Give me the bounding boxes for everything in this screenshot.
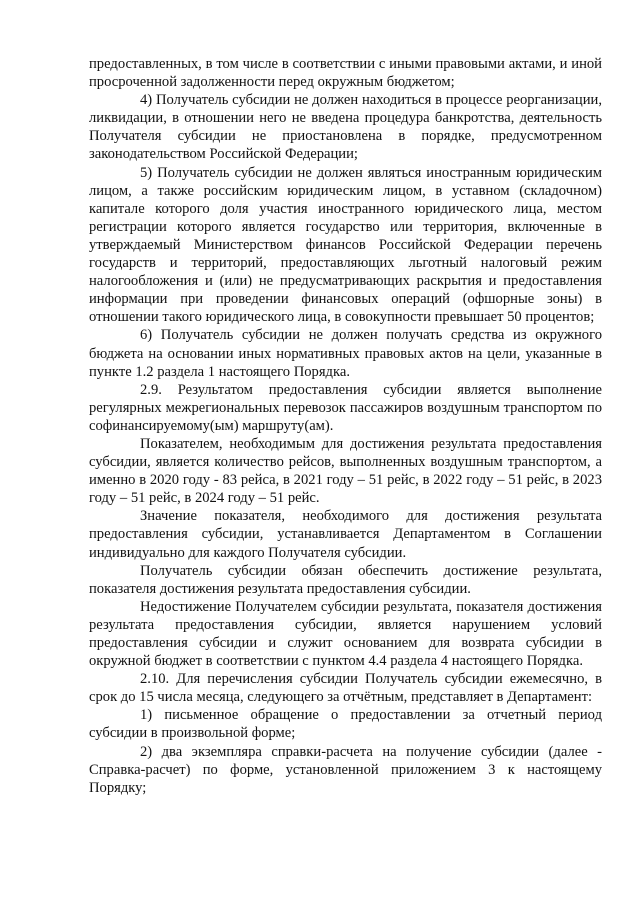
paragraph-continuation: предоставленных, в том числе в соответствии с иными правовыми актами, и иной просроченной задолженности перед окружным бюджетом; [89, 56, 602, 91]
paragraph-2-10: 2.10. Для перечисления субсидии Получатель субсидии ежемесячно, в срок до 15 числа месяца, следующего за отчётным, представляет в Департамент: [89, 671, 602, 706]
paragraph-item-6: 6) Получатель субсидии не должен получать средства из окружного бюджета на основании иных нормативных правовых актов на цели, указанные в пункте 1.2 раздела 1 настоящего Порядка. [89, 327, 602, 380]
paragraph-list-item-2: 2) два экземпляра справки-расчета на получение субсидии (далее - Справка-расчет) по форме, установленной приложением 3 к настоящему Порядку; [89, 743, 602, 796]
document-page [89, 55, 602, 797]
paragraph-indicator-value: Значение показателя, необходимого для достижения результата предоставления субсидии, устанавливается Департаментом в Соглашении индивидуально для каждого Получателя субсидии. [89, 508, 602, 561]
paragraph-2-9: 2.9. Результатом предоставления субсидии является выполнение регулярных межрегиональных перевозок пассажиров воздушным транспортом по софинансируемому(ым) маршруту(ам). [89, 381, 602, 434]
paragraph-item-5: 5) Получатель субсидии не должен являться иностранным юридическим лицом, а также российским юридическим лицом, в уставном (складочном) капитале которого доля участия иностранного юридического лица, местом регистрации которого является государство или территория, включенные в утверждаемый Министерством финансов Российской Федерации перечень государств и территорий, предоставляющих льготный налоговый режим налогообложения и (или) не предусматривающих раскрытия и предоставления информации при проведении финансовых операций (офшорные зоны) в отношении такого юридического лица, в совокупности превышает 50 процентов; [89, 164, 602, 326]
paragraph-item-4: 4) Получатель субсидии не должен находиться в процессе реорганизации, ликвидации, в отношении него не введена процедура банкротства, деятельность Получателя субсидии не приостановлена в порядке, предусмотренном законодательством Российской Федерации; [89, 92, 602, 163]
paragraph-list-item-1: 1) письменное обращение о предоставлении за отчетный период субсидии в произвольной форме; [89, 707, 602, 742]
paragraph-non-achievement: Недостижение Получателем субсидии результата, показателя достижения результата предоставления субсидии, является нарушением условий предоставления субсидии и служит основанием для возврата субсидии в окружной бюджет в соответствии с пунктом 4.4 раздела 4 настоящего Порядка. [89, 598, 602, 670]
paragraph-obligation: Получатель субсидии обязан обеспечить достижение результата, показателя достижения результата предоставления субсидии. [89, 562, 602, 597]
paragraph-indicator: Показателем, необходимым для достижения результата предоставления субсидии, является количество рейсов, выполненных воздушным транспортом, а именно в 2020 году - 83 рейса, в 2021 году – 51 рейс, в 2022 году – 51 рейс, в 2023 году – 51 рейс, в 2024 году – 51 рейс. [89, 435, 602, 507]
